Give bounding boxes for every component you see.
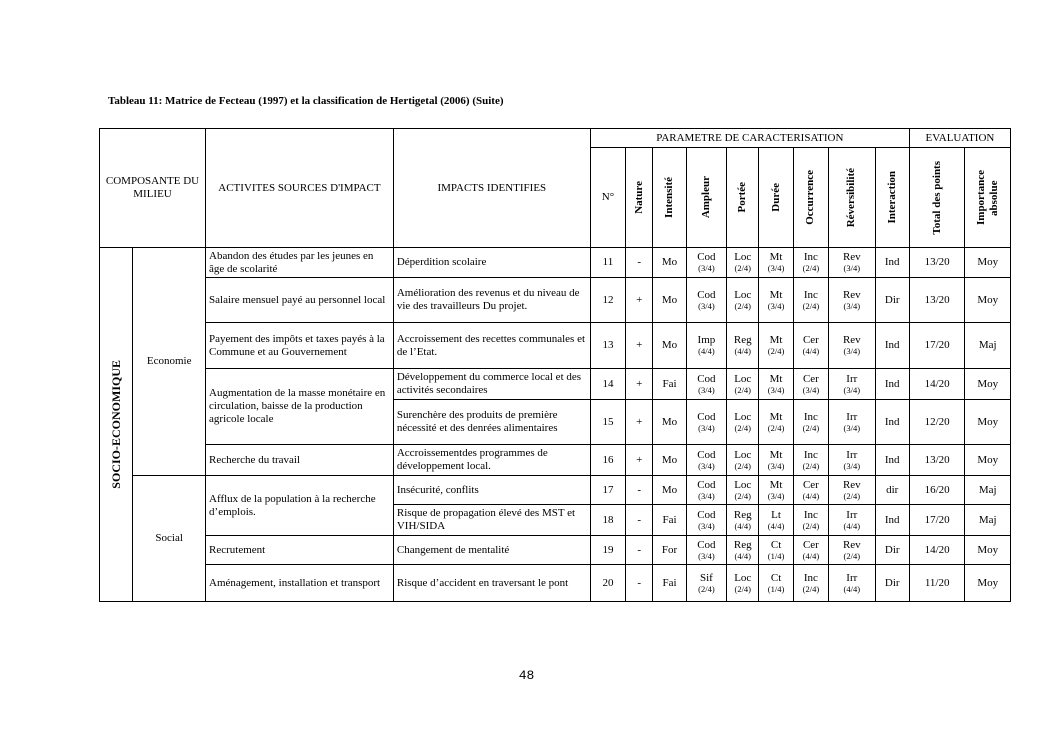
portee-cell: Loc (2/4) <box>727 278 759 323</box>
table-row <box>100 369 1011 400</box>
reversibilite-cell: Rev (2/4) <box>829 536 875 565</box>
intensite-cell: Fai <box>653 369 686 400</box>
num-cell: 13 <box>590 323 625 369</box>
impact-cell: Risque d’accident en traversant le pont <box>393 565 590 602</box>
total-cell: 12/20 <box>909 400 965 445</box>
header-duree: Durée <box>759 148 793 248</box>
interaction-cell: Dir <box>875 278 909 323</box>
header-composante: COMPOSANTE DU MILIEU <box>100 129 206 248</box>
impact-cell: Amélioration des revenus et du niveau de vie des travailleurs Du projet. <box>393 278 590 323</box>
header-total: Total des points <box>909 148 965 248</box>
ampleur-cell: Cod (3/4) <box>686 476 726 505</box>
table-row <box>100 445 1011 476</box>
occurrence-cell: Inc (2/4) <box>793 278 828 323</box>
activity-cell: Augmentation de la masse monétaire en circulation, baisse de la production agricole locale <box>206 369 394 445</box>
subgroup-economie: Economie <box>133 248 206 476</box>
table-row <box>100 248 1011 278</box>
duree-cell: Lt (4/4) <box>759 505 793 536</box>
importance-cell: Moy <box>965 248 1011 278</box>
header-ampleur: Ampleur <box>686 148 726 248</box>
intensite-cell: Fai <box>653 505 686 536</box>
header-evaluation: EVALUATION <box>909 129 1010 148</box>
group-socio-economique: SOCIO-ECONOMIQUE <box>100 248 133 602</box>
ampleur-cell: Imp (4/4) <box>686 323 726 369</box>
total-cell: 13/20 <box>909 445 965 476</box>
table-row <box>100 536 1011 565</box>
nature-cell: + <box>626 323 653 369</box>
impact-cell: Accroissementdes programmes de développement local. <box>393 445 590 476</box>
portee-cell: Loc (2/4) <box>727 476 759 505</box>
intensite-cell: Fai <box>653 565 686 602</box>
num-cell: 15 <box>590 400 625 445</box>
total-cell: 17/20 <box>909 323 965 369</box>
portee-cell: Loc (2/4) <box>727 445 759 476</box>
duree-cell: Mt (2/4) <box>759 400 793 445</box>
table-row <box>100 565 1011 602</box>
num-cell: 11 <box>590 248 625 278</box>
duree-cell: Ct (1/4) <box>759 565 793 602</box>
header-nature: Nature <box>626 148 653 248</box>
interaction-cell: Ind <box>875 369 909 400</box>
activity-cell: Afflux de la population à la recherche d’emplois. <box>206 476 394 536</box>
duree-cell: Mt (3/4) <box>759 369 793 400</box>
num-cell: 17 <box>590 476 625 505</box>
duree-cell: Ct (1/4) <box>759 536 793 565</box>
duree-cell: Mt (3/4) <box>759 476 793 505</box>
table-caption: Tableau 11: Matrice de Fecteau (1997) et la classification de Hertigetal (2006) (Suite) <box>108 95 504 107</box>
portee-cell: Loc (2/4) <box>727 400 759 445</box>
nature-cell: - <box>626 505 653 536</box>
portee-cell: Loc (2/4) <box>727 248 759 278</box>
intensite-cell: Mo <box>653 323 686 369</box>
intensite-cell: Mo <box>653 476 686 505</box>
ampleur-cell: Cod (3/4) <box>686 369 726 400</box>
impact-cell: Développement du commerce local et des activités secondaires <box>393 369 590 400</box>
intensite-cell: Mo <box>653 248 686 278</box>
duree-cell: Mt (2/4) <box>759 323 793 369</box>
reversibilite-cell: Rev (3/4) <box>829 248 875 278</box>
subgroup-social: Social <box>133 476 206 602</box>
activity-cell: Recherche du travail <box>206 445 394 476</box>
interaction-cell: Ind <box>875 323 909 369</box>
ampleur-cell: Cod (3/4) <box>686 400 726 445</box>
total-cell: 14/20 <box>909 369 965 400</box>
duree-cell: Mt (3/4) <box>759 278 793 323</box>
portee-cell: Loc (2/4) <box>727 565 759 602</box>
ampleur-cell: Cod (3/4) <box>686 536 726 565</box>
table-row <box>100 278 1011 323</box>
interaction-cell: Dir <box>875 536 909 565</box>
reversibilite-cell: Rev (3/4) <box>829 323 875 369</box>
nature-cell: + <box>626 369 653 400</box>
impact-matrix-table <box>99 128 1011 602</box>
num-cell: 20 <box>590 565 625 602</box>
total-cell: 13/20 <box>909 248 965 278</box>
nature-cell: - <box>626 476 653 505</box>
activity-cell: Salaire mensuel payé au personnel local <box>206 278 394 323</box>
occurrence-cell: Cer (4/4) <box>793 323 828 369</box>
occurrence-cell: Inc (2/4) <box>793 445 828 476</box>
nature-cell: + <box>626 278 653 323</box>
occurrence-cell: Cer (4/4) <box>793 476 828 505</box>
portee-cell: Loc (2/4) <box>727 369 759 400</box>
duree-cell: Mt (3/4) <box>759 248 793 278</box>
interaction-cell: Ind <box>875 445 909 476</box>
header-activites: ACTIVITES SOURCES D'IMPACT <box>206 129 394 248</box>
reversibilite-cell: Irr (4/4) <box>829 505 875 536</box>
reversibilite-cell: Rev (2/4) <box>829 476 875 505</box>
activity-cell: Recrutement <box>206 536 394 565</box>
nature-cell: - <box>626 565 653 602</box>
total-cell: 11/20 <box>909 565 965 602</box>
num-cell: 14 <box>590 369 625 400</box>
importance-cell: Moy <box>965 445 1011 476</box>
occurrence-cell: Cer (3/4) <box>793 369 828 400</box>
num-cell: 19 <box>590 536 625 565</box>
num-cell: 18 <box>590 505 625 536</box>
reversibilite-cell: Irr (3/4) <box>829 400 875 445</box>
duree-cell: Mt (3/4) <box>759 445 793 476</box>
occurrence-cell: Cer (4/4) <box>793 536 828 565</box>
header-num: N° <box>590 148 625 248</box>
impact-cell: Accroissement des recettes communales et de l’Etat. <box>393 323 590 369</box>
num-cell: 16 <box>590 445 625 476</box>
intensite-cell: Mo <box>653 278 686 323</box>
reversibilite-cell: Rev (3/4) <box>829 278 875 323</box>
nature-cell: + <box>626 445 653 476</box>
importance-cell: Maj <box>965 476 1011 505</box>
nature-cell: - <box>626 248 653 278</box>
total-cell: 14/20 <box>909 536 965 565</box>
intensite-cell: For <box>653 536 686 565</box>
activity-cell: Abandon des études par les jeunes en âge de scolarité <box>206 248 394 278</box>
importance-cell: Maj <box>965 505 1011 536</box>
importance-cell: Maj <box>965 323 1011 369</box>
intensite-cell: Mo <box>653 445 686 476</box>
total-cell: 17/20 <box>909 505 965 536</box>
importance-cell: Moy <box>965 400 1011 445</box>
occurrence-cell: Inc (2/4) <box>793 248 828 278</box>
ampleur-cell: Sif (2/4) <box>686 565 726 602</box>
header-portee: Portée <box>727 148 759 248</box>
ampleur-cell: Cod (3/4) <box>686 505 726 536</box>
total-cell: 13/20 <box>909 278 965 323</box>
header-interaction: Interaction <box>875 148 909 248</box>
page-number: 48 <box>518 668 535 683</box>
interaction-cell: Ind <box>875 400 909 445</box>
header-occurrence: Occurrence <box>793 148 828 248</box>
interaction-cell: dir <box>875 476 909 505</box>
ampleur-cell: Cod (3/4) <box>686 445 726 476</box>
reversibilite-cell: Irr (4/4) <box>829 565 875 602</box>
portee-cell: Reg (4/4) <box>727 323 759 369</box>
interaction-cell: Ind <box>875 505 909 536</box>
num-cell: 12 <box>590 278 625 323</box>
header-importance: Importance absolue <box>965 148 1011 248</box>
impact-cell: Insécurité, conflits <box>393 476 590 505</box>
nature-cell: - <box>626 536 653 565</box>
interaction-cell: Ind <box>875 248 909 278</box>
ampleur-cell: Cod (3/4) <box>686 278 726 323</box>
impact-cell: Risque de propagation élevé des MST et VIH/SIDA <box>393 505 590 536</box>
occurrence-cell: Inc (2/4) <box>793 565 828 602</box>
activity-cell: Payement des impôts et taxes payés à la Commune et au Gouvernement <box>206 323 394 369</box>
importance-cell: Moy <box>965 565 1011 602</box>
table-row <box>100 476 1011 505</box>
importance-cell: Moy <box>965 369 1011 400</box>
header-intensite: Intensité <box>653 148 686 248</box>
importance-cell: Moy <box>965 536 1011 565</box>
impact-cell: Changement de mentalité <box>393 536 590 565</box>
occurrence-cell: Inc (2/4) <box>793 505 828 536</box>
interaction-cell: Dir <box>875 565 909 602</box>
occurrence-cell: Inc (2/4) <box>793 400 828 445</box>
portee-cell: Reg (4/4) <box>727 536 759 565</box>
table-row <box>100 323 1011 369</box>
impact-cell: Déperdition scolaire <box>393 248 590 278</box>
impact-cell: Surenchère des produits de première nécessité et des denrées alimentaires <box>393 400 590 445</box>
activity-cell: Aménagement, installation et transport <box>206 565 394 602</box>
intensite-cell: Mo <box>653 400 686 445</box>
nature-cell: + <box>626 400 653 445</box>
importance-cell: Moy <box>965 278 1011 323</box>
header-impacts: IMPACTS IDENTIFIES <box>393 129 590 248</box>
reversibilite-cell: Irr (3/4) <box>829 445 875 476</box>
header-parametre: PARAMETRE DE CARACTERISATION <box>590 129 909 148</box>
reversibilite-cell: Irr (3/4) <box>829 369 875 400</box>
portee-cell: Reg (4/4) <box>727 505 759 536</box>
total-cell: 16/20 <box>909 476 965 505</box>
ampleur-cell: Cod (3/4) <box>686 248 726 278</box>
header-reversibilite: Réversibilité <box>829 148 875 248</box>
